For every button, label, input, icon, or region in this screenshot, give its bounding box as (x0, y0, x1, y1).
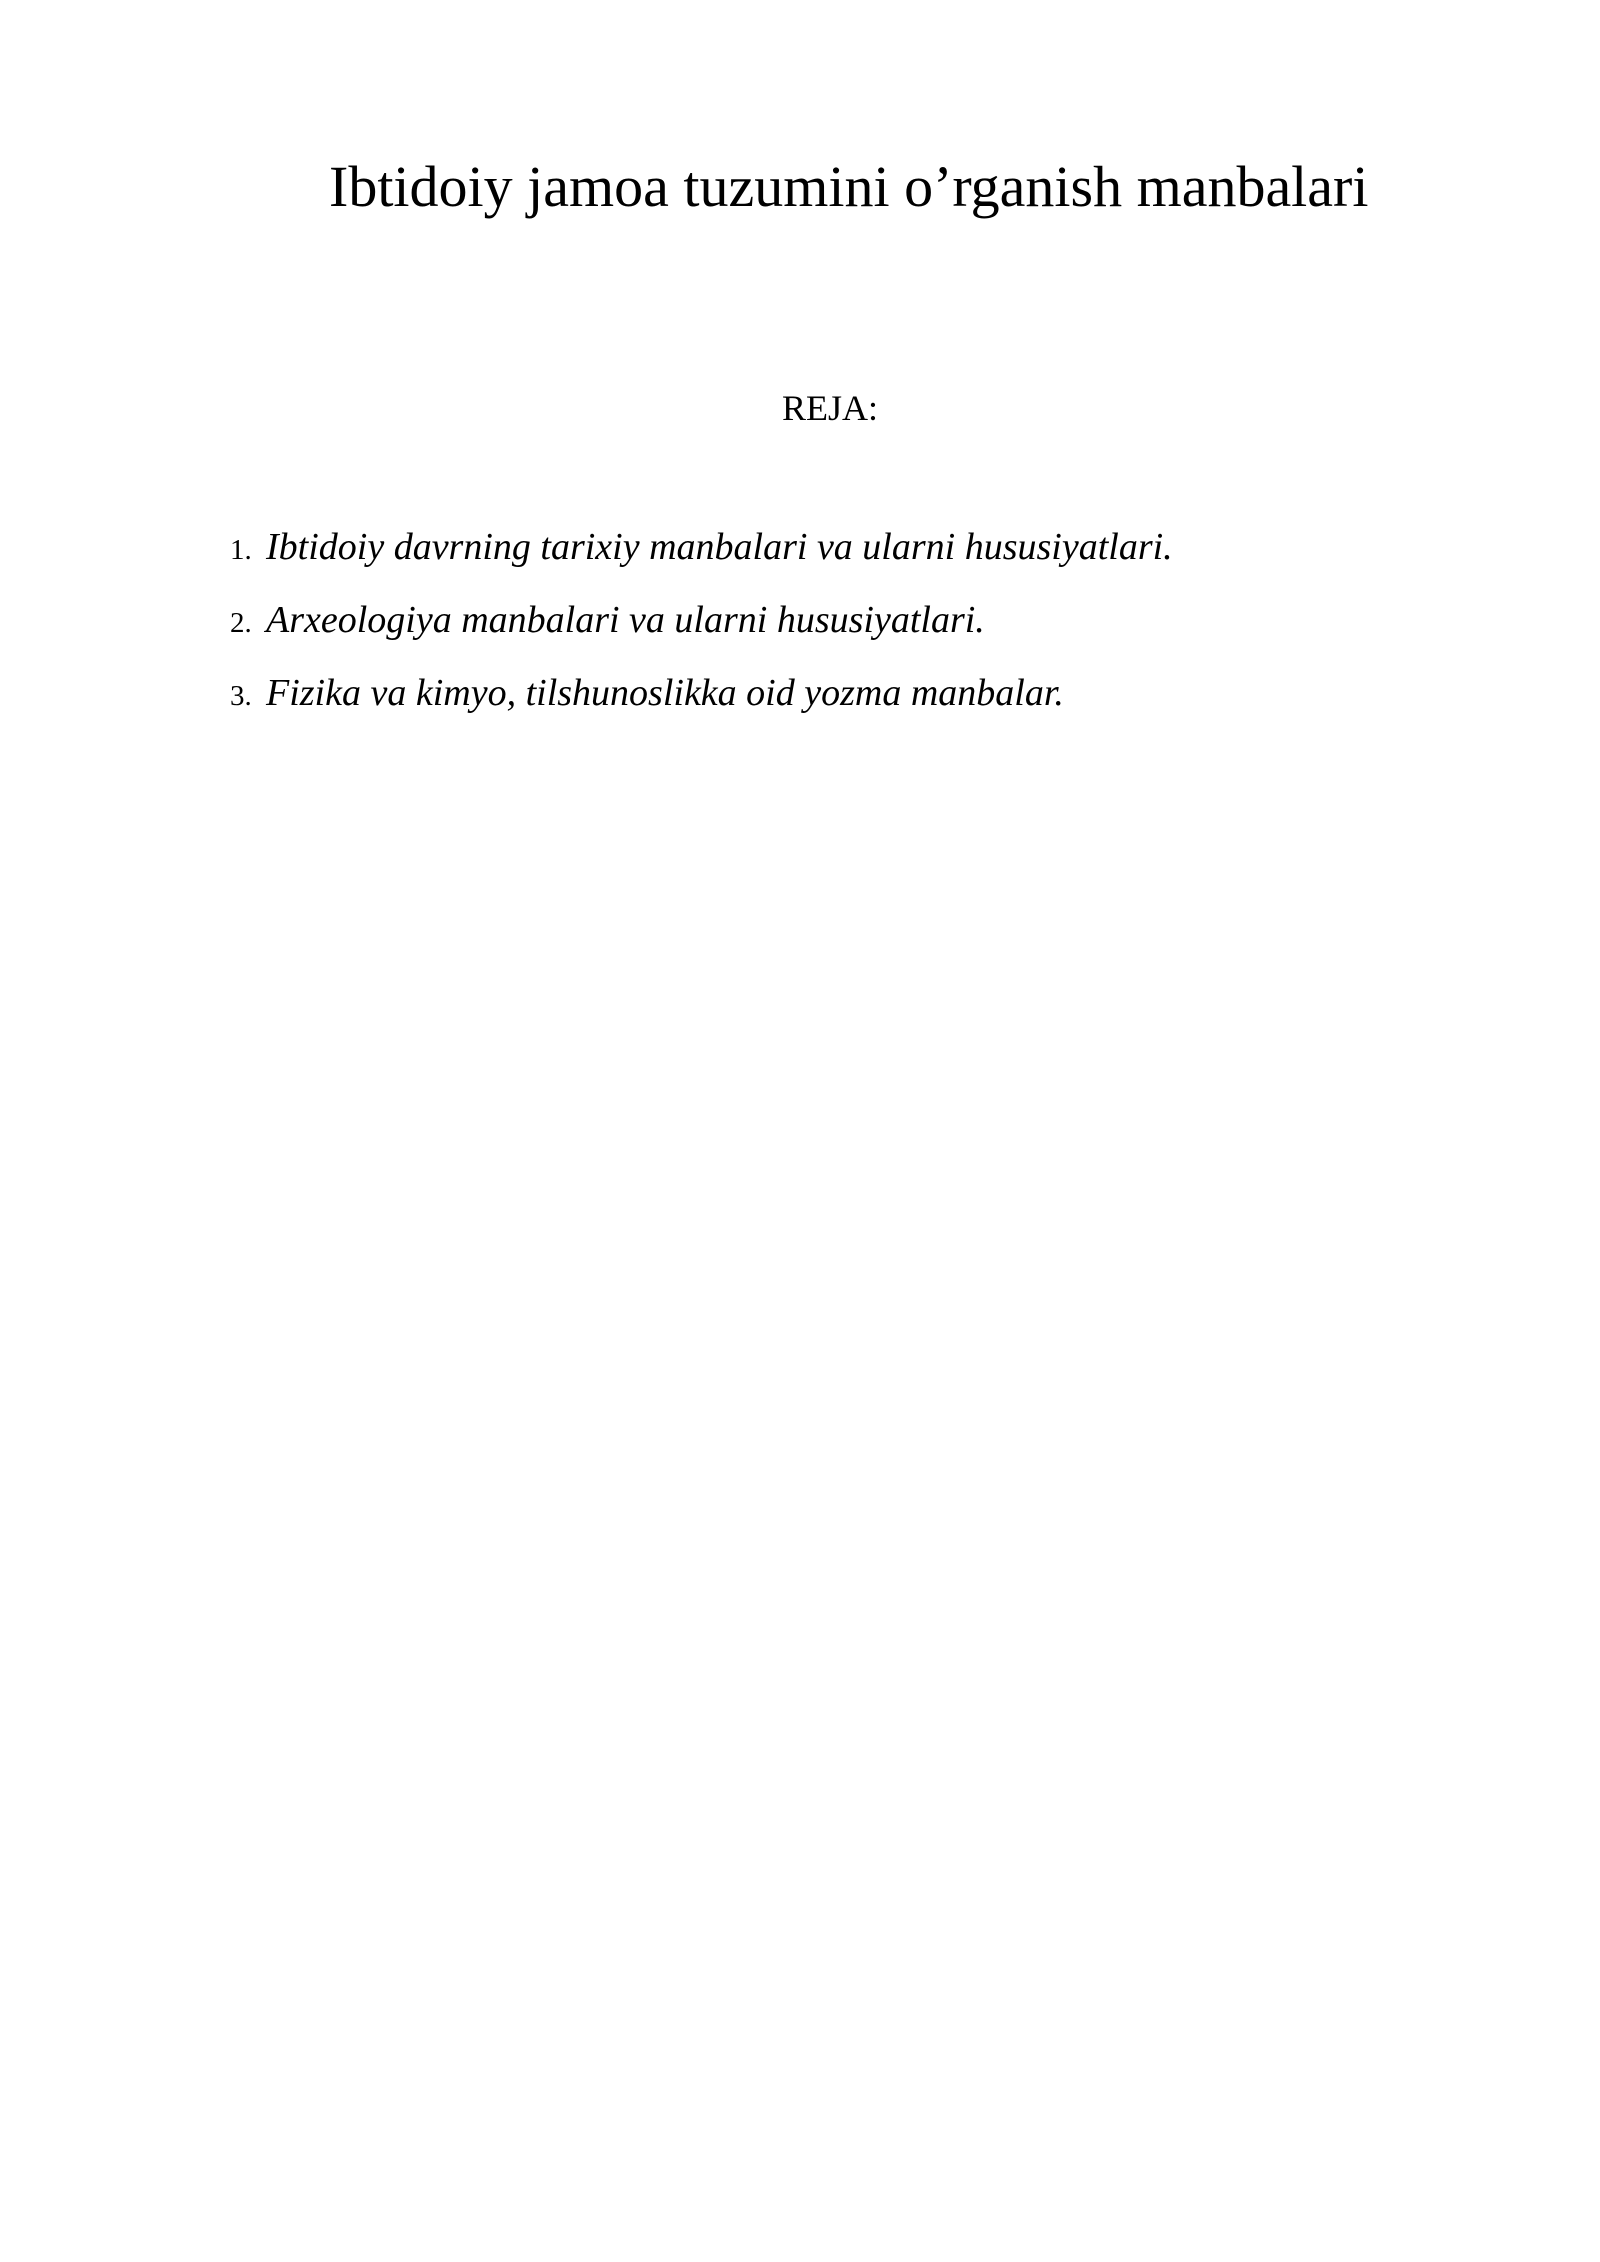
plan-item (230, 598, 1173, 671)
plan-item-text: Fizika va kimyo, tilshunoslikka oid yozma manbalar. (266, 672, 1064, 714)
plan-item-text: Ibtidoiy davrning tarixiy manbalari va ularni hususiyatlari. (266, 526, 1173, 568)
plan-heading: REJA: (781, 388, 878, 428)
plan-item-number: 2. (230, 607, 252, 639)
plan-item (230, 525, 1173, 598)
plan-item-number: 1. (230, 534, 252, 566)
plan-list (230, 525, 1173, 744)
plan-item-text: Arxeologiya manbalari va ularni hususiyatlari. (266, 599, 985, 641)
plan-item-number: 3. (230, 680, 252, 712)
plan-item (230, 671, 1173, 744)
document-title: Ibtidoiy jamoa tuzumini o’rganish manbalari (329, 154, 1369, 219)
